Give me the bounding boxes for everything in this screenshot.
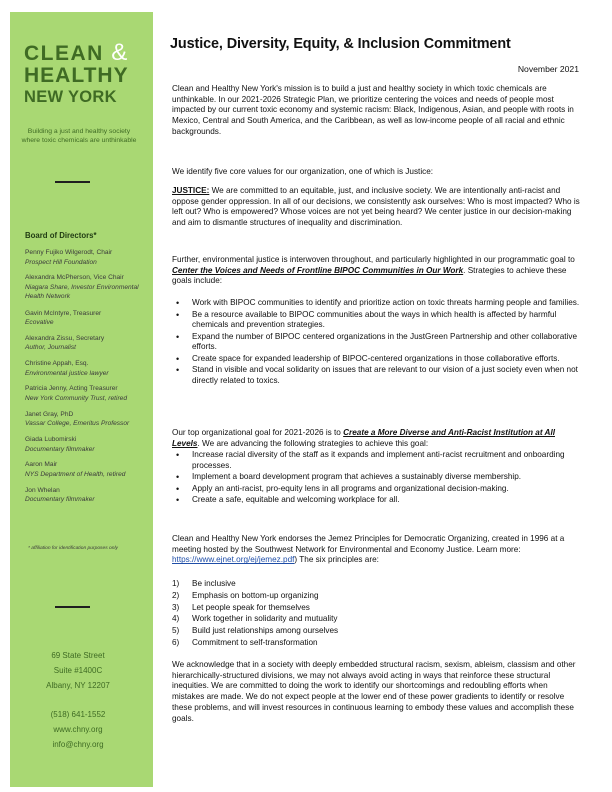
list-item — [172, 590, 580, 602]
affiliation-footnote: * affiliation for identification purposes only — [28, 546, 118, 551]
member-role: Ecovative — [25, 319, 54, 327]
member-role: Environmental justice lawyer — [25, 369, 109, 377]
member-name: Christine Appah, Esq. — [25, 360, 89, 368]
board-member — [25, 384, 150, 405]
member-role: Niagara Share, Investor Environmental Health Network — [25, 283, 139, 301]
principle-number: 4) — [172, 614, 180, 624]
list-item: • Apply an anti-racist, pro-equity lens in all programs and organizational decision-making. — [172, 484, 580, 495]
board-member — [25, 435, 150, 456]
phone-number: (518) 641-1552 — [50, 710, 106, 719]
principle-text: Commitment to self-transformation — [192, 637, 318, 647]
principle-number: 3) — [172, 602, 180, 612]
list-item: • Expand the number of BIPOC centered organizations in the JustGreen Partnership and other collaborative efforts. — [172, 332, 580, 353]
jemez-text-end: ) The six principles are: — [294, 555, 379, 565]
member-name: Aaron Mair — [25, 461, 58, 469]
bipoc-strategies-list — [172, 298, 580, 388]
member-name: Alexandra McPherson, Vice Chair — [25, 274, 124, 282]
list-item: • Create space for expanded leadership of BIPOC-centered organizations in those collaborative efforts. — [172, 354, 580, 365]
top-goal-paragraph — [172, 428, 580, 449]
member-name: Alexandra Zissu, Secretary — [25, 334, 105, 342]
closing-paragraph — [172, 660, 580, 724]
principle-number: 5) — [172, 626, 180, 636]
logo-word-healthy: HEALTHY — [24, 64, 129, 87]
website-link[interactable]: www.chny.org — [53, 725, 103, 734]
core-values-paragraph — [172, 167, 580, 178]
justice-label: JUSTICE: — [172, 186, 210, 195]
sidebar-divider-bottom — [55, 606, 90, 608]
list-item — [172, 613, 580, 625]
page-title: Justice, Diversity, Equity, & Inclusion Commitment — [170, 36, 511, 52]
list-item: • Create a safe, equitable and welcoming workplace for all. — [172, 495, 580, 506]
principle-number: 1) — [172, 579, 180, 588]
tagline: Building a just and healthy society where toxic chemicals are unthinkable — [21, 128, 137, 144]
list-item: • Increase racial diversity of the staff as it expands and implement anti-racist recruitment and onboarding processes. — [172, 450, 580, 471]
top-goal: Create a More Diverse and Anti-Racist Institution at All Levels — [172, 428, 555, 448]
jemez-paragraph — [172, 534, 580, 566]
intro-paragraph — [172, 84, 580, 138]
board-member — [25, 334, 150, 355]
board-member — [25, 460, 150, 481]
logo-word-new-york: NEW YORK — [24, 88, 117, 106]
principles-list — [172, 578, 580, 649]
member-role: New York Community Trust, retired — [25, 394, 127, 402]
list-item: • Be a resource available to BIPOC communities about the ways in which health is affected by harmful chemicals and prevention strategies. — [172, 310, 580, 331]
board-of-directors-heading: Board of Directors* — [25, 231, 97, 240]
environmental-justice-paragraph — [172, 255, 580, 287]
anti-racist-strategies-list — [172, 450, 580, 507]
further-text-end: . Strategies to achieve these goals include: — [172, 265, 567, 286]
address-line: Suite #1400C — [53, 666, 103, 675]
organization-logo — [24, 39, 144, 107]
member-name: Giada Lubomirski — [25, 436, 77, 444]
list-item — [172, 625, 580, 637]
jemez-text: Clean and Healthy New York endorses the Jemez Principles for Democratic Organizing, created in 1996 at a meeting hosted by the Southwest Network for Environmental and Economy Justice. Learn more: — [172, 534, 565, 554]
intro-text: Clean and Healthy New York's mission is to build a just and healthy society in which toxic chemicals are unthinkable. In our 2021-2026 Strategic Plan, we prioritize centering the voices and needs of people most impacted by our current toxic economy and systemic racism: Black, Indigenous, Asian, and people with roots in Mexico, Central and South America, and the Caribbean, as well as low-income people of all racial and ethnic backgrounds. — [172, 84, 574, 136]
logo-word-clean: CLEAN — [24, 42, 104, 65]
board-member — [25, 248, 150, 269]
address-line: Albany, NY 12207 — [46, 681, 110, 690]
board-member — [25, 410, 150, 431]
list-item: • Work with BIPOC communities to identify and prioritize action on toxic threats harming people and families. — [172, 298, 580, 309]
principle-number: 6) — [172, 637, 180, 647]
principle-text: Let people speak for themselves — [192, 602, 310, 612]
document-date: November 2021 — [517, 64, 579, 74]
principle-text: Work together in solidarity and mutuality — [192, 614, 338, 624]
address-line: 69 State Street — [51, 651, 105, 660]
member-role: NYS Department of Health, retired — [25, 470, 126, 478]
principle-number: 2) — [172, 590, 180, 600]
contact-block — [20, 648, 136, 752]
top-goal-text-end: . We are advancing the following strategies to achieve this goal: — [197, 438, 429, 448]
list-item: • Stand in visible and vocal solidarity on issues that are relevant to our vision of a just society even when not directly related to toxics. — [172, 365, 580, 386]
justice-paragraph — [172, 186, 580, 229]
list-item — [172, 578, 580, 590]
member-name: Jon Whelan — [25, 486, 60, 494]
member-name: Patricia Jenny, Acting Treasurer — [25, 385, 118, 393]
further-text: Further, environmental justice is interwoven throughout, and particularly highlighted in our programmatic goal to — [172, 255, 575, 264]
member-role: Vassar College, Emeritus Professor — [25, 420, 130, 428]
sidebar-divider-top — [55, 181, 90, 183]
logo-ampersand: & — [111, 39, 129, 66]
list-item — [172, 637, 580, 649]
board-list — [25, 248, 150, 511]
email-link[interactable]: info@chny.org — [52, 740, 104, 749]
principle-text: Emphasis on bottom-up organizing — [192, 590, 319, 600]
core-values-text: We identify five core values for our organization, one of which is Justice: — [172, 167, 434, 176]
board-member — [25, 309, 150, 330]
member-role: Documentary filmmaker — [25, 496, 95, 504]
top-goal-text: Our top organizational goal for 2021-2026 is to — [172, 428, 344, 437]
closing-text: We acknowledge that in a society with deeply embedded structural racism, sexism, ableism, classism and other hierarchically-structured divisions, we may not always avoid acting in ways that reinforce these structural inequities. We are committed to doing the work to identify our shortcomings and redoubling efforts when mistakes are made. We do not expect people at the lower end of these power gradients to identify or resolve these problems, and will invest resources in continuous learning to embody these values and accomplish these goals. — [172, 660, 576, 723]
member-role: Author, Journalist — [25, 344, 76, 352]
justice-text: We are committed to an equitable, just, and inclusive society. We are intentionally anti-racist and oppose gender oppression. In all of our decisions, we consistently ask ourselves: Who is most impacted? Who is left out? Who is empowered? Whose voices are not yet being heard? We center justice in our decision-making and aim to dismantle structures of inequality and discrimination. — [172, 186, 580, 228]
member-name: Gavin McIntyre, Treasurer — [25, 309, 102, 317]
board-member — [25, 273, 150, 304]
member-name: Janet Gray, PhD — [25, 410, 74, 418]
board-member — [25, 359, 150, 380]
principle-text: Be inclusive — [192, 579, 236, 588]
frontline-goal: Center the Voices and Needs of Frontline BIPOC Communities in Our Work — [172, 265, 464, 275]
board-member — [25, 486, 150, 507]
principle-text: Build just relationships among ourselves — [192, 626, 339, 636]
member-role: Documentary filmmaker — [25, 445, 95, 453]
list-item: • Implement a board development program that achieves a sustainably diverse membership. — [172, 472, 580, 483]
list-item — [172, 602, 580, 614]
jemez-principles-link[interactable]: https://www.ejnet.org/ej/jemez.pdf — [172, 555, 295, 565]
member-name: Penny Fujiko Wilgerodt, Chair — [25, 249, 113, 256]
member-role: Prospect Hill Foundation — [25, 258, 97, 266]
